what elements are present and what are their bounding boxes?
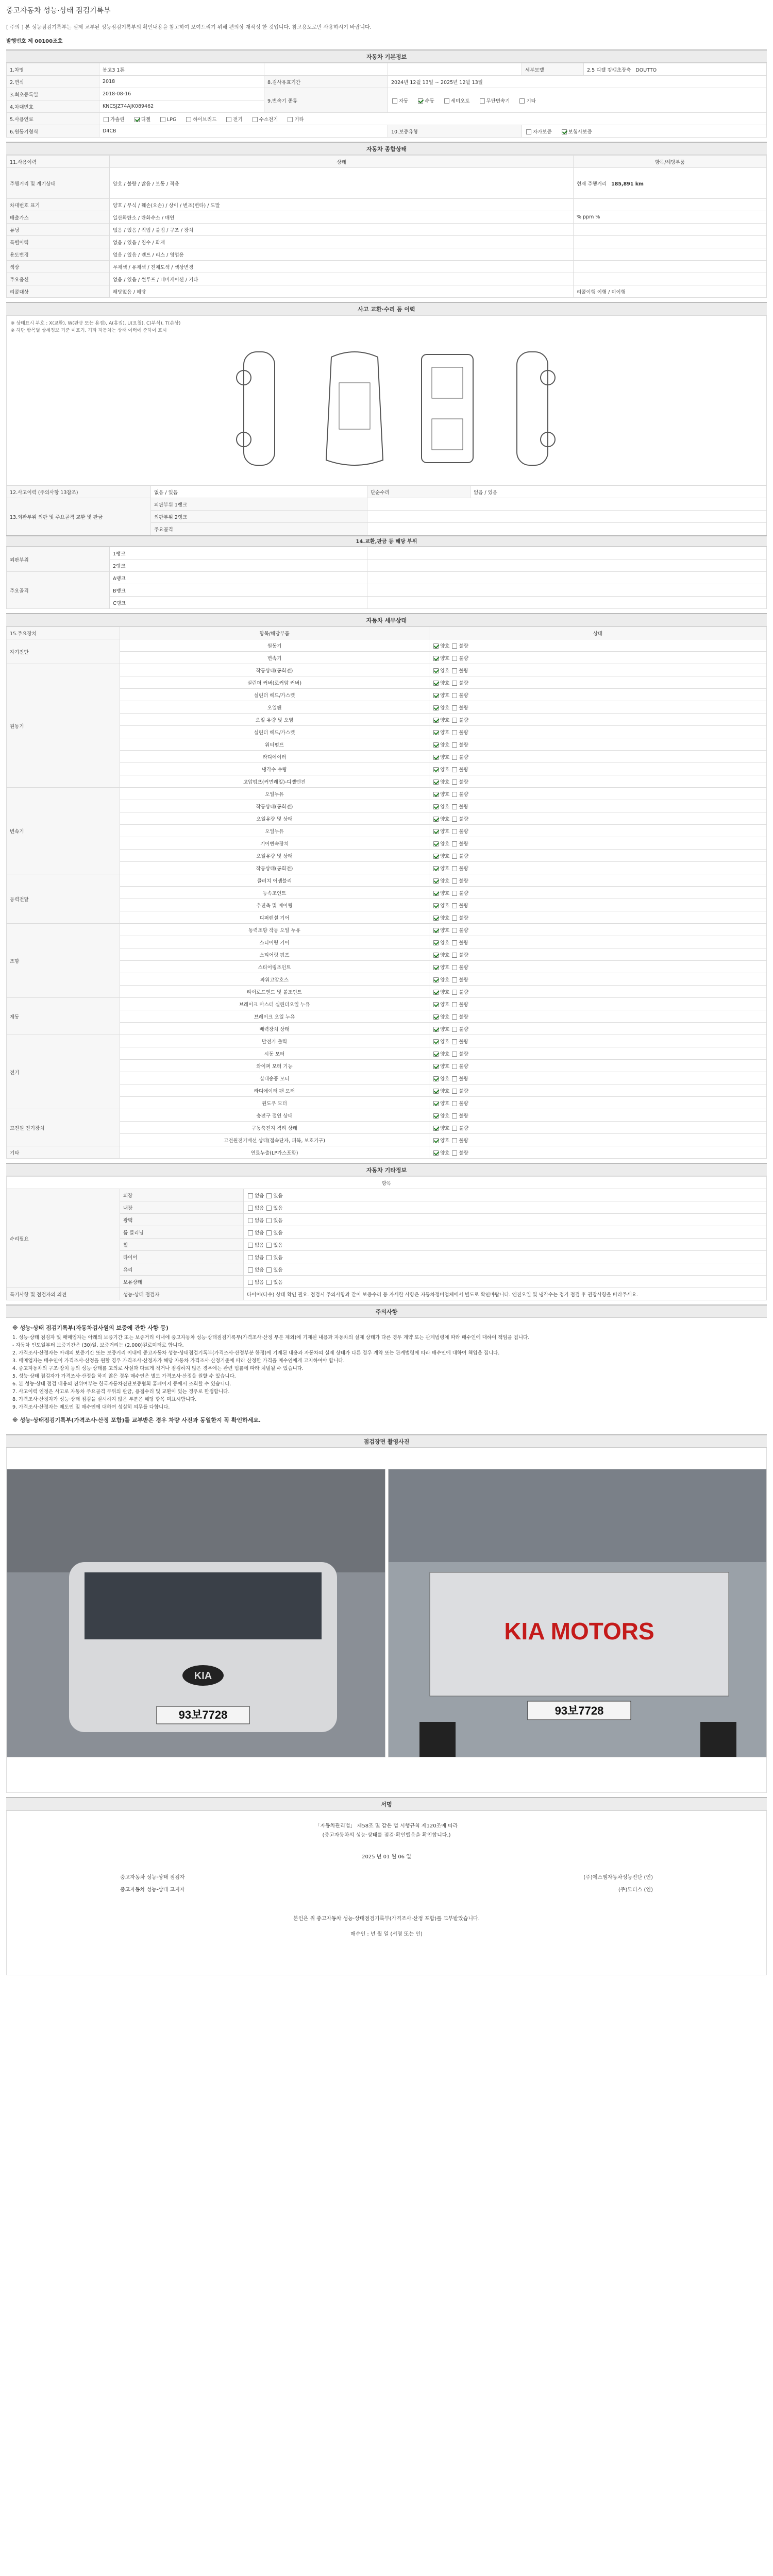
- detail-item-label: 작동상태(공회전): [120, 800, 429, 812]
- detail-item-label: 충전구 절연 상태: [120, 1109, 429, 1122]
- detail-item-label: 배력장치 상태: [120, 1023, 429, 1035]
- detail-item-state: 양호 불량: [429, 763, 767, 775]
- detail-item-label: 연료누출(LP가스포함): [120, 1146, 429, 1159]
- detail-row: [7, 1023, 767, 1035]
- detail-item-label: 기어변속장치: [120, 837, 429, 850]
- general-state-table: 11.사용이력 상태 항목/해당부품 주행거리 및 계기상태 양호 / 불량 / 많음 / 보통 / 적음 현재 주행거리 185,891 km 차대번호 표기 양호 / 부식 / 훼손(오손) / 상이 / 변조(변타) / 도말 배출가스 일산화탄소 / 탄화수소 / 매연 % ppm % 튜닝 없음 / 있음 / 적법 / 불법 / 구조 / 장치 특별이력 없음 / 있음 / 침수 / 화재 용도변경 없음 / 있음 / 렌트 / 리스 / 영업용 색상 무채색 / 유채색 / 전체도색 / 색상변경 주요옵션 없음 / 있음 / 썬루프 / 네비게이션 / 기타 리콜대상 해당없음 / 해당 리콜이행 이행 / 미이행: [6, 155, 767, 298]
- detail-group-name: 고전원 전기장치: [7, 1109, 120, 1146]
- legend-line-1: ※ 상태표시 부호 : X(교환), W(판금 또는 용접), A(흠집), U(요철), C(부식), T(손상): [11, 321, 181, 326]
- section-basic: 자동차 기본정보: [6, 49, 767, 63]
- report-page: [6, 0, 767, 1975]
- detail-item-label: 등속조인트: [120, 887, 429, 899]
- detail-row: [7, 664, 767, 676]
- detail-item-label: 브레이크 마스터 실린더오일 누유: [120, 998, 429, 1010]
- detail-item-state: 양호 불량: [429, 874, 767, 887]
- detail-item-label: 스티어링 펌프: [120, 948, 429, 961]
- detail-group-name: 전기: [7, 1035, 120, 1109]
- detail-item-state: 양호 불량: [429, 714, 767, 726]
- detail-item-label: 냉각수 수량: [120, 763, 429, 775]
- detail-row: [7, 775, 767, 788]
- caution-notes: ※ 성능·상태 점검기록부(자동차검사원의 보증에 관한 사항 등) 1. 성능·상태 점검자 및 매매업자는 아래의 보증기간 또는 보증거리 이내에 중고자동차 성능·상태점검기록부(가격조사·산정 부분 제외)에 기재된 내용과 자동차의 실제 상태가 다른 경우 계약 또는 관계법령에 따라 매수인에 대하여 책임을 집니다. - 자동차 인도일부터 보증기간은 (30)일, 보증거리는 (2,000)킬로미터로 합니다. 2. 가격조사·산정자는 아래의 보증기간 또는 보증거리 이내에 중고자동차 성능·상태점검기록부(가격조사·산정부분 한정)에 기재된 내용과 자동차의 실제 상태가 다른 경우 계약 또는 관계법령에 따라 매수인에 대하여 책임을 집니다. 3. 매매업자는 매수인이 가격조사·산정을 원할 경우 가격조사·산정자가 해당 자동차 가격조사·산정기준에 따라 산정한 가격을 매수인에게 고지하여야 합니다. 4. 중고자동차의 구조·장치 등의 성능·상태를 고의로 사실과 다르게 적거나 점검하지 않은 경우에는 관련 법률에 따라 처벌될 수 있습니다. 5. 성능·상태 점검자가 가격조사·산정을 하지 않은 경우 매수인은 별도 가격조사·산정을 원할 수 있습니다. 6. 본 성능·상태 점검 내용의 진위여부는 한국자동차진단보증협회 홈페이지 등에서 조회할 수 있습니다. 7. 사고이력 인정은 사고로 자동차 주요골격 부위의 판금, 용접수리 및 교환이 있는 경우로 한정합니다. 8. 가격조사·산정자가 성능·상태 점검을 실시하지 않은 부분은 해당 항목 미표시합니다. 9. 가격조사·산정자는 매도인 및 매수인에 대하여 성실히 의무를 다합니다. ※ 성능·상태점검기록부(가격조사·산정 포함)를 교부받은 경우 차량 사진과 동일한지 꼭 확인하세요.: [12, 1325, 530, 1423]
- detail-row: [7, 948, 767, 961]
- legend-line-2: ※ 하단 항목별 상세정보 기준 미표기. 기타 자동차는 상태 이력에 준하여 표시: [11, 328, 167, 333]
- section-sign: 서명: [6, 1797, 767, 1810]
- car-top-icon: [316, 347, 393, 470]
- svg-text:KIA: KIA: [194, 1670, 212, 1682]
- detail-item-label: 브레이크 오일 누유: [120, 1010, 429, 1023]
- detail-group-name: 제동: [7, 998, 120, 1035]
- detail-item-state: 양호 불량: [429, 973, 767, 986]
- detail-item-label: 오일팬: [120, 701, 429, 714]
- detail-item-label: 구동축전지 격리 상태: [120, 1122, 429, 1134]
- detail-item-state: 양호 불량: [429, 998, 767, 1010]
- detail-row: [7, 812, 767, 825]
- detail-item-state: 양호 불량: [429, 800, 767, 812]
- detail-item-label: 파워고압호스: [120, 973, 429, 986]
- detail-state-table: 15.주요장치 항목/해당부품 상태 자기진단 원동기 양호 불량 변속기 양호 불량 원동기 작동상태(공회전) 양호 불량 실린더 커버(로커암 커버) 양호 불량 실린더 헤드/가스켓 양호 불량 오일팬 양호 불량 오일 유량 및 오염 양호 불량 실린더 헤드/가스켓 양호 불량 워터펌프 양호 불량 라디에이터 양호 불량 냉각수 수량 양호 불량 고압펌프(커먼레일)-디젤엔진 양호 불량 변속기 오일누유 양호 불량 작동상태(공회전) 양호 불량 오일유량 및 상태 양호 불량 오일누유 양호 불량 기어변속장치 양호 불량 오일유량 및 상태 양호 불량 작동상태(공회전) 양호 불량 동력전달 클러치 어셈블리 양호 불량 등속조인트 양호 불량 추진축 및 베어링 양호 불량 디퍼렌셜 기어 양호 불량 조향 동력조향 작동 오일 누유 양호 불량 스티어링 기어 양호 불량 스티어링 펌프 양호 불량 스티어링조인트 양호 불량 파워고압호스 양호 불량 타이로드엔드 및 볼조인트 양호 불량 제동 브레이크 마스터 실린더오일 누유 양호 불량 브레이크 오일 누유 양호 불량 배력장치 상태 양호 불량 전기 발전기 출력 양호 불량 시동 모터 양호 불량 와이퍼 모터 기능 양호 불량 실내송풍 모터 양호 불량 라디에이터 팬 모터 양호 불량 윈도우 모터 양호 불량 고전원 전기장치 충전구 절연 상태 양호 불량 구동축전지 격리 상태 양호 불량 고전원전기배선 상태(접속단자, 피복, 보호기구) 양호 불량 기타 연료누출(LP가스포함) 양호 불량: [6, 626, 767, 1159]
- detail-item-state: 양호 불량: [429, 887, 767, 899]
- detail-item-label: 스티어링 기어: [120, 936, 429, 948]
- detail-row: [7, 788, 767, 800]
- section-photos: 점검장면 촬영사진: [6, 1434, 767, 1448]
- section-accident: 사고 교환·수리 등 이력: [6, 302, 767, 315]
- detail-group-name: 원동기: [7, 664, 120, 788]
- detail-item-state: 양호 불량: [429, 1035, 767, 1047]
- detail-item-label: 작동상태(공회전): [120, 862, 429, 874]
- detail-row: [7, 998, 767, 1010]
- detail-row: [7, 1134, 767, 1146]
- detail-row: [7, 936, 767, 948]
- detail-row: [7, 874, 767, 887]
- detail-row: [7, 961, 767, 973]
- page-title: 중고자동차 성능·상태 점검기록부: [6, 7, 111, 15]
- detail-row: [7, 986, 767, 998]
- detail-item-label: 실내송풍 모터: [120, 1072, 429, 1084]
- detail-group-name: 동력전달: [7, 874, 120, 924]
- detail-item-label: 오일 유량 및 오염: [120, 714, 429, 726]
- detail-item-state: 양호 불량: [429, 1122, 767, 1134]
- detail-row: [7, 887, 767, 899]
- detail-item-label: 동력조향 작동 오일 누유: [120, 924, 429, 936]
- truck-front-image: [7, 1469, 385, 1757]
- detail-item-label: 워터펌프: [120, 738, 429, 751]
- detail-item-state: 양호 불량: [429, 664, 767, 676]
- detail-item-label: 윈도우 모터: [120, 1097, 429, 1109]
- detail-row: [7, 924, 767, 936]
- detail-row: [7, 973, 767, 986]
- detail-row: [7, 1072, 767, 1084]
- detail-row: [7, 1010, 767, 1023]
- svg-text:93보7728: 93보7728: [178, 1708, 228, 1721]
- detail-item-state: 양호 불량: [429, 1060, 767, 1072]
- detail-item-label: 오일누유: [120, 825, 429, 837]
- detail-row: [7, 837, 767, 850]
- detail-row: [7, 639, 767, 652]
- detail-item-state: 양호 불량: [429, 986, 767, 998]
- detail-item-state: 양호 불량: [429, 948, 767, 961]
- detail-row: [7, 1035, 767, 1047]
- detail-item-state: 양호 불량: [429, 812, 767, 825]
- section-extra: 자동차 기타정보: [6, 1163, 767, 1176]
- detail-item-state: 양호 불량: [429, 652, 767, 664]
- detail-row: [7, 763, 767, 775]
- detail-row: [7, 800, 767, 812]
- detail-item-state: 양호 불량: [429, 738, 767, 751]
- svg-text:KIA MOTORS: KIA MOTORS: [504, 1618, 654, 1645]
- detail-item-label: 타이로드엔드 및 볼조인트: [120, 986, 429, 998]
- detail-row: [7, 1097, 767, 1109]
- accident-table: 12.사고이력 (주의사항 13참조) 없음 / 있음 단순수리 없음 / 있음 13.외판부위 외판 및 주요골격 교환 및 판금 외판부위 1랭크 외판부위 2랭크 주요골격: [6, 485, 767, 535]
- section-general: 자동차 종합상태: [6, 142, 767, 155]
- detail-item-state: 양호 불량: [429, 689, 767, 701]
- car-side-right-icon: [501, 347, 563, 470]
- detail-item-state: 양호 불량: [429, 850, 767, 862]
- detail-item-state: 양호 불량: [429, 701, 767, 714]
- detail-item-state: 양호 불량: [429, 1097, 767, 1109]
- photo-rear: [388, 1469, 767, 1757]
- detail-item-label: 실린더 커버(로커암 커버): [120, 676, 429, 689]
- section-detail: 자동차 세부상태: [6, 613, 767, 626]
- detail-item-state: 양호 불량: [429, 1084, 767, 1097]
- detail-item-state: 양호 불량: [429, 936, 767, 948]
- detail-item-state: 양호 불량: [429, 1072, 767, 1084]
- detail-item-state: 양호 불량: [429, 1010, 767, 1023]
- detail-item-label: 클러치 어셈블리: [120, 874, 429, 887]
- detail-row: [7, 911, 767, 924]
- detail-item-label: 작동상태(공회전): [120, 664, 429, 676]
- detail-item-label: 고압펌프(커먼레일)-디젤엔진: [120, 775, 429, 788]
- car-side-left-icon: [228, 347, 290, 470]
- detail-item-label: 실린더 헤드/가스켓: [120, 689, 429, 701]
- detail-item-state: 양호 불량: [429, 726, 767, 738]
- detail-row: [7, 676, 767, 689]
- detail-row: [7, 726, 767, 738]
- detail-item-state: 양호 불량: [429, 1134, 767, 1146]
- detail-row: [7, 862, 767, 874]
- svg-text:93보7728: 93보7728: [554, 1704, 604, 1717]
- detail-item-state: 양호 불량: [429, 899, 767, 911]
- detail-item-state: 양호 불량: [429, 788, 767, 800]
- truck-rear-image: [389, 1469, 767, 1757]
- detail-row: [7, 825, 767, 837]
- detail-item-label: 오일유량 및 상태: [120, 812, 429, 825]
- detail-item-state: 양호 불량: [429, 1047, 767, 1060]
- detail-item-label: 라디에이터 팬 모터: [120, 1084, 429, 1097]
- detail-row: [7, 1047, 767, 1060]
- car-frame-icon: [409, 347, 486, 470]
- detail-row: [7, 1109, 767, 1122]
- section-caution: 주의사항: [6, 1304, 767, 1318]
- detail-item-state: 양호 불량: [429, 837, 767, 850]
- detail-item-state: 양호 불량: [429, 639, 767, 652]
- detail-row: [7, 751, 767, 763]
- detail-item-label: 오일유량 및 상태: [120, 850, 429, 862]
- notice-text: [ 주의 ] 본 성능점검기록부는 실제 교부된 성능점검기록부의 확인내용을 참고하여 보여드리기 위해 편의상 재작성 한 것입니다. 참고용도로만 사용하시기 바랍니다.: [6, 25, 372, 30]
- detail-item-label: 변속기: [120, 652, 429, 664]
- detail-row: [7, 652, 767, 664]
- signature-block: 「자동차관리법」 제58조 및 같은 법 시행규칙 제120조에 따라 (중고자동차의 성능·상태를 점검·확인했음을 확인합니다.) 2025 년 01 월 06 일 중고자동차 성능·상태 점검자 (주)에스엠자동차성능진단 (인) 중고자동차 성능·상태 고지자 (주)모터스 (인) 본인은 위 중고자동차 성능·상태점검기록부(가격조사·산정 포함)를 교부받았습니다. 매수인 : 년 월 일 (서명 또는 인): [6, 1810, 767, 1975]
- detail-row: [7, 714, 767, 726]
- detail-item-state: 양호 불량: [429, 1109, 767, 1122]
- basic-info-table: 1.차명 봉고3 1톤 세부모델 2.5 디젤 킹캡초장축 DOUTTO 2.연식 2018 8.검사유효기간 2024년 12월 13일 ~ 2025년 12월 13일 3.최초등록일 2018-08-16 9.변속기 종류 자동 수동 세미오토 무단변속기 기타 4.차대번호 KNCSJZ74AJK089462 5.사용연료 가솔린 디젤 LPG 하이브리드 전기 수소전기 기타 6.원동기형식 D4CB 10.보증유형 자가보증 보험사보증: [6, 63, 767, 138]
- detail-item-label: 추진축 및 베어링: [120, 899, 429, 911]
- accident-parts-heading: 14.교환,판금 등 해당 부위: [6, 535, 767, 547]
- detail-row: [7, 850, 767, 862]
- detail-row: [7, 1122, 767, 1134]
- detail-row: [7, 701, 767, 714]
- detail-group-name: 기타: [7, 1146, 120, 1159]
- detail-item-label: 발전기 출력: [120, 1035, 429, 1047]
- detail-item-state: 양호 불량: [429, 1023, 767, 1035]
- detail-group-name: 변속기: [7, 788, 120, 874]
- detail-item-state: 양호 불량: [429, 1146, 767, 1159]
- detail-item-state: 양호 불량: [429, 775, 767, 788]
- detail-item-state: 양호 불량: [429, 924, 767, 936]
- detail-row: [7, 1146, 767, 1159]
- car-diagram: [6, 315, 767, 485]
- detail-item-label: 시동 모터: [120, 1047, 429, 1060]
- detail-item-label: 라디에이터: [120, 751, 429, 763]
- registration-number: 발행번호 제 00100조호: [6, 39, 63, 44]
- detail-row: [7, 738, 767, 751]
- photo-area: [6, 1448, 767, 1793]
- detail-item-state: 양호 불량: [429, 862, 767, 874]
- detail-item-state: 양호 불량: [429, 961, 767, 973]
- detail-item-state: 양호 불량: [429, 825, 767, 837]
- accident-parts-table: 외판부위 1랭크 2랭크 주요골격 A랭크 B랭크 C랭크: [6, 547, 767, 609]
- detail-item-label: 원동기: [120, 639, 429, 652]
- detail-group-name: 조향: [7, 924, 120, 998]
- detail-item-label: 고전원전기배선 상태(접속단자, 피복, 보호기구): [120, 1134, 429, 1146]
- detail-group-name: 자기진단: [7, 639, 120, 664]
- detail-row: [7, 689, 767, 701]
- detail-item-label: 오일누유: [120, 788, 429, 800]
- detail-row: [7, 1084, 767, 1097]
- detail-item-label: 실린더 헤드/가스켓: [120, 726, 429, 738]
- photo-front: [7, 1469, 385, 1757]
- detail-item-state: 양호 불량: [429, 676, 767, 689]
- detail-item-label: 와이퍼 모터 기능: [120, 1060, 429, 1072]
- detail-item-state: 양호 불량: [429, 911, 767, 924]
- detail-item-state: 양호 불량: [429, 751, 767, 763]
- detail-row: [7, 899, 767, 911]
- detail-row: [7, 1060, 767, 1072]
- detail-item-label: 디퍼렌셜 기어: [120, 911, 429, 924]
- extra-info-table: 항목 수리필요 외장 없음 있음 내장 없음 있음 광택 없음 있음 룸 클리닝 없음 있음 휠 없음 있음 타이어 없음 있음 유리 없음 있음 보유상태 없음 있음 특기사항 및 점검자의 의견 성능·상태 점검자 타이어(다수) 상태 확인 필요. 점검시 주의사항과 같이 보증수리 등 자세한 사항은 자동차정비업체에서 별도로 확인바랍니다. 엔진오일 및 냉각수는 정기 점검 후 권장사항을 따라주세요.: [6, 1176, 767, 1300]
- detail-item-label: 스티어링조인트: [120, 961, 429, 973]
